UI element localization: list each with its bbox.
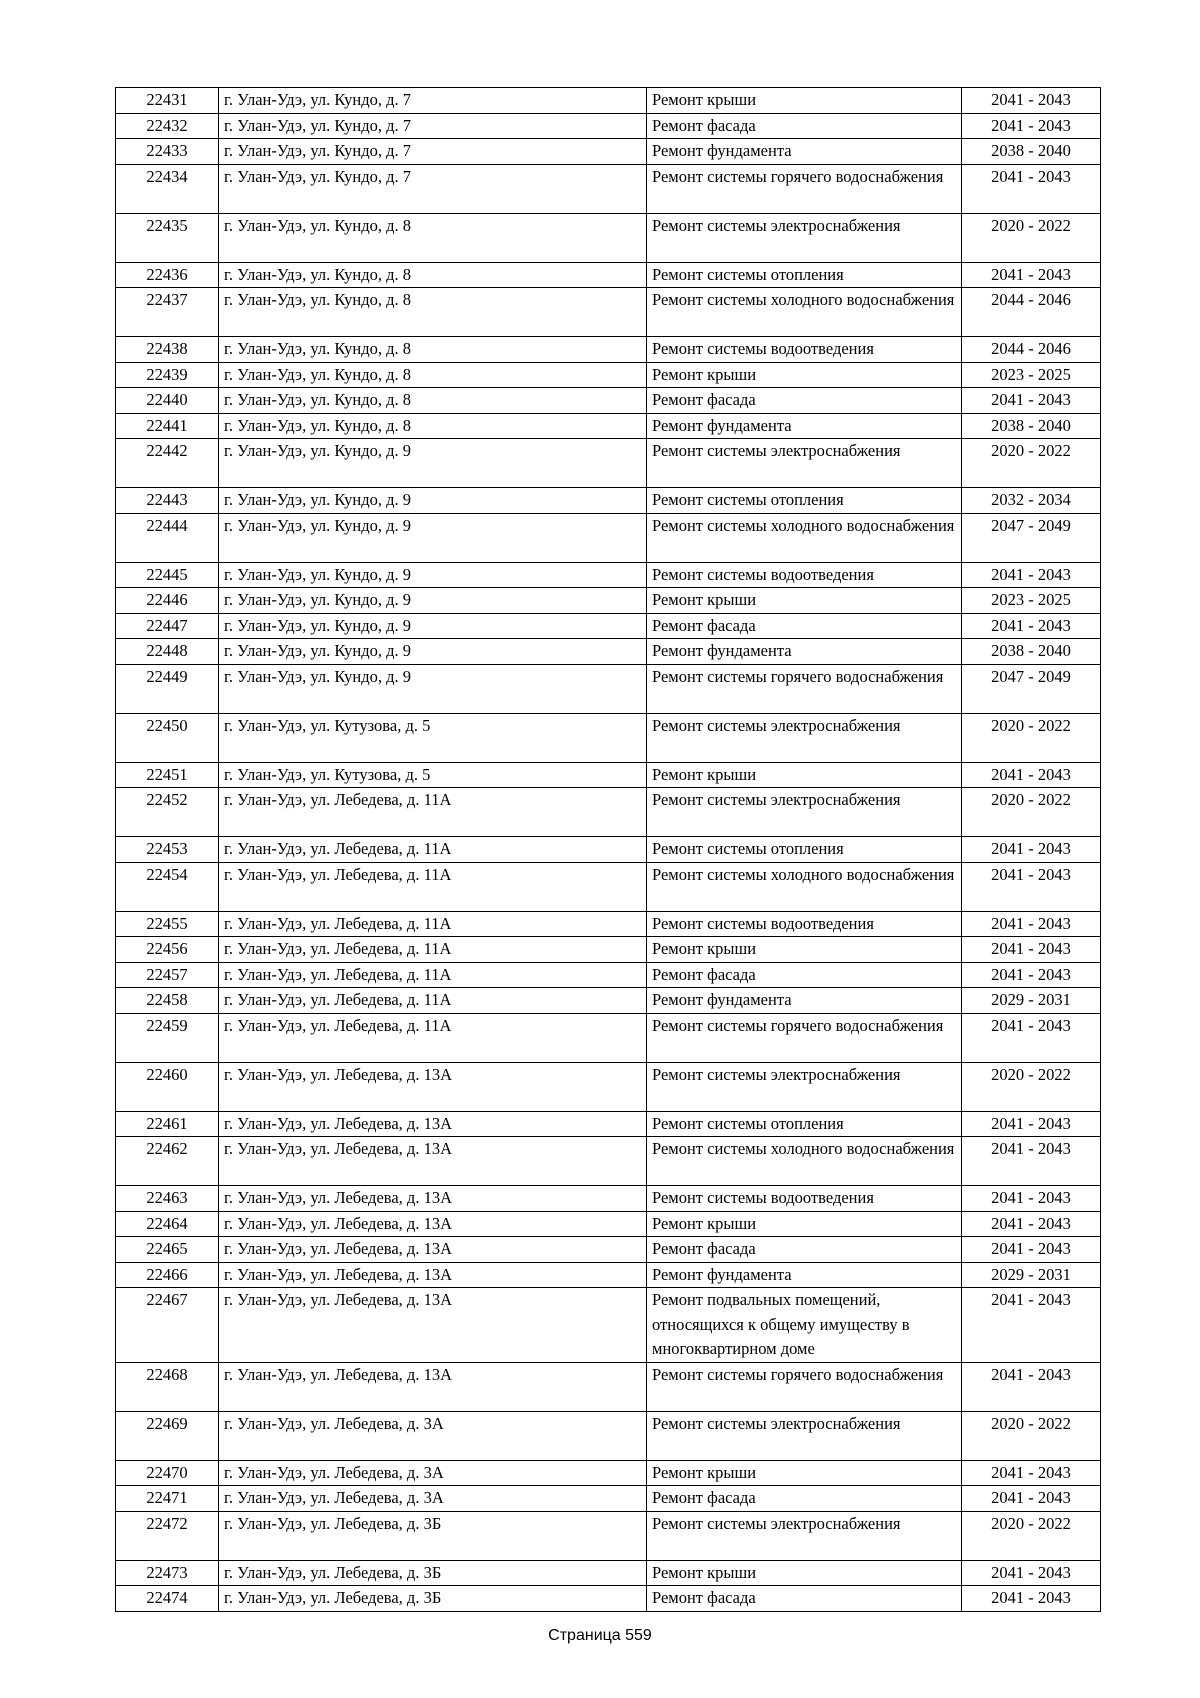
table-row [116, 911, 1101, 937]
address-cell: г. Улан-Удэ, ул. Кундо, д. 7 [219, 139, 647, 165]
period-cell: 2041 - 2043 [962, 1111, 1101, 1137]
address-cell: г. Улан-Удэ, ул. Кундо, д. 9 [219, 513, 647, 562]
work-type-cell: Ремонт крыши [647, 88, 962, 114]
table-row [116, 588, 1101, 614]
work-type-cell: Ремонт крыши [647, 588, 962, 614]
table-row [116, 388, 1101, 414]
row-number-cell: 22461 [116, 1111, 219, 1137]
address-cell: г. Улан-Удэ, ул. Кундо, д. 8 [219, 213, 647, 262]
work-type-cell: Ремонт системы электроснабжения [647, 439, 962, 488]
row-number-cell: 22474 [116, 1586, 219, 1612]
period-cell: 2041 - 2043 [962, 937, 1101, 963]
address-cell: г. Улан-Удэ, ул. Кутузова, д. 5 [219, 713, 647, 762]
address-cell: г. Улан-Удэ, ул. Лебедева, д. 13А [219, 1288, 647, 1363]
period-cell: 2047 - 2049 [962, 664, 1101, 713]
work-type-cell: Ремонт системы холодного водоснабжения [647, 513, 962, 562]
row-number-cell: 22451 [116, 762, 219, 788]
row-number-cell: 22473 [116, 1560, 219, 1586]
period-cell: 2041 - 2043 [962, 1288, 1101, 1363]
address-cell: г. Улан-Удэ, ул. Лебедева, д. 13А [219, 1111, 647, 1137]
row-number-cell: 22433 [116, 139, 219, 165]
table-row [116, 88, 1101, 114]
table-row [116, 1362, 1101, 1411]
address-cell: г. Улан-Удэ, ул. Лебедева, д. 13А [219, 1137, 647, 1186]
row-number-cell: 22465 [116, 1237, 219, 1263]
address-cell: г. Улан-Удэ, ул. Лебедева, д. 11А [219, 911, 647, 937]
period-cell: 2038 - 2040 [962, 139, 1101, 165]
work-type-cell: Ремонт системы горячего водоснабжения [647, 664, 962, 713]
row-number-cell: 22437 [116, 288, 219, 337]
row-number-cell: 22449 [116, 664, 219, 713]
row-number-cell: 22463 [116, 1186, 219, 1212]
address-cell: г. Улан-Удэ, ул. Лебедева, д. 11А [219, 962, 647, 988]
address-cell: г. Улан-Удэ, ул. Кундо, д. 9 [219, 562, 647, 588]
work-type-cell: Ремонт системы водоотведения [647, 562, 962, 588]
row-number-cell: 22435 [116, 213, 219, 262]
period-cell: 2041 - 2043 [962, 613, 1101, 639]
period-cell: 2041 - 2043 [962, 1460, 1101, 1486]
work-type-cell: Ремонт подвальных помещений, относящихся к общему имуществу в многоквартирном доме [647, 1288, 962, 1363]
address-cell: г. Улан-Удэ, ул. Кундо, д. 9 [219, 664, 647, 713]
period-cell: 2041 - 2043 [962, 262, 1101, 288]
table-row [116, 1560, 1101, 1586]
address-cell: г. Улан-Удэ, ул. Кундо, д. 9 [219, 639, 647, 665]
address-cell: г. Улан-Удэ, ул. Кундо, д. 7 [219, 113, 647, 139]
address-cell: г. Улан-Удэ, ул. Лебедева, д. 11А [219, 937, 647, 963]
row-number-cell: 22440 [116, 388, 219, 414]
table-row [116, 713, 1101, 762]
row-number-cell: 22438 [116, 337, 219, 363]
row-number-cell: 22436 [116, 262, 219, 288]
period-cell: 2044 - 2046 [962, 337, 1101, 363]
work-type-cell: Ремонт системы горячего водоснабжения [647, 1013, 962, 1062]
row-number-cell: 22445 [116, 562, 219, 588]
row-number-cell: 22452 [116, 788, 219, 837]
row-number-cell: 22434 [116, 164, 219, 213]
period-cell: 2041 - 2043 [962, 1013, 1101, 1062]
table-row [116, 413, 1101, 439]
table-row [116, 664, 1101, 713]
row-number-cell: 22446 [116, 588, 219, 614]
period-cell: 2041 - 2043 [962, 762, 1101, 788]
table-row [116, 1137, 1101, 1186]
table-row [116, 1288, 1101, 1363]
work-type-cell: Ремонт крыши [647, 1211, 962, 1237]
row-number-cell: 22456 [116, 937, 219, 963]
table-row [116, 1460, 1101, 1486]
work-type-cell: Ремонт системы отопления [647, 262, 962, 288]
period-cell: 2038 - 2040 [962, 413, 1101, 439]
work-type-cell: Ремонт фундамента [647, 413, 962, 439]
address-cell: г. Улан-Удэ, ул. Лебедева, д. 11А [219, 862, 647, 911]
address-cell: г. Улан-Удэ, ул. Лебедева, д. 3Б [219, 1511, 647, 1560]
period-cell: 2041 - 2043 [962, 1560, 1101, 1586]
address-cell: г. Улан-Удэ, ул. Лебедева, д. 13А [219, 1262, 647, 1288]
work-type-cell: Ремонт системы водоотведения [647, 337, 962, 363]
work-type-cell: Ремонт крыши [647, 937, 962, 963]
row-number-cell: 22431 [116, 88, 219, 114]
period-cell: 2041 - 2043 [962, 1362, 1101, 1411]
table-row [116, 788, 1101, 837]
row-number-cell: 22442 [116, 439, 219, 488]
row-number-cell: 22448 [116, 639, 219, 665]
period-cell: 2038 - 2040 [962, 639, 1101, 665]
address-cell: г. Улан-Удэ, ул. Кундо, д. 7 [219, 88, 647, 114]
work-type-cell: Ремонт системы горячего водоснабжения [647, 164, 962, 213]
work-type-cell: Ремонт фундамента [647, 988, 962, 1014]
table-row [116, 1586, 1101, 1612]
row-number-cell: 22439 [116, 362, 219, 388]
work-type-cell: Ремонт системы электроснабжения [647, 1062, 962, 1111]
work-type-cell: Ремонт фасада [647, 962, 962, 988]
table-row [116, 1211, 1101, 1237]
table-row [116, 337, 1101, 363]
period-cell: 2020 - 2022 [962, 1511, 1101, 1560]
table-row [116, 639, 1101, 665]
address-cell: г. Улан-Удэ, ул. Кундо, д. 8 [219, 362, 647, 388]
address-cell: г. Улан-Удэ, ул. Кундо, д. 8 [219, 388, 647, 414]
table-row [116, 288, 1101, 337]
address-cell: г. Улан-Удэ, ул. Лебедева, д. 13А [219, 1362, 647, 1411]
period-cell: 2041 - 2043 [962, 962, 1101, 988]
address-cell: г. Улан-Удэ, ул. Кундо, д. 8 [219, 288, 647, 337]
table-row [116, 1262, 1101, 1288]
work-type-cell: Ремонт системы электроснабжения [647, 1411, 962, 1460]
address-cell: г. Улан-Удэ, ул. Лебедева, д. 11А [219, 788, 647, 837]
address-cell: г. Улан-Удэ, ул. Кундо, д. 9 [219, 439, 647, 488]
table-row [116, 862, 1101, 911]
work-type-cell: Ремонт фасада [647, 613, 962, 639]
address-cell: г. Улан-Удэ, ул. Лебедева, д. 3А [219, 1486, 647, 1512]
row-number-cell: 22447 [116, 613, 219, 639]
page-number: Страница 559 [548, 1627, 652, 1644]
table-row [116, 1186, 1101, 1212]
work-type-cell: Ремонт фундамента [647, 139, 962, 165]
work-type-cell: Ремонт фундамента [647, 639, 962, 665]
table-row [116, 439, 1101, 488]
period-cell: 2044 - 2046 [962, 288, 1101, 337]
period-cell: 2020 - 2022 [962, 1062, 1101, 1111]
period-cell: 2041 - 2043 [962, 1486, 1101, 1512]
row-number-cell: 22466 [116, 1262, 219, 1288]
address-cell: г. Улан-Удэ, ул. Лебедева, д. 3Б [219, 1560, 647, 1586]
table-row [116, 362, 1101, 388]
work-type-cell: Ремонт крыши [647, 762, 962, 788]
table-row [116, 1486, 1101, 1512]
row-number-cell: 22455 [116, 911, 219, 937]
table-row [116, 937, 1101, 963]
period-cell: 2020 - 2022 [962, 713, 1101, 762]
address-cell: г. Улан-Удэ, ул. Кундо, д. 9 [219, 613, 647, 639]
table-row [116, 988, 1101, 1014]
row-number-cell: 22453 [116, 837, 219, 863]
address-cell: г. Улан-Удэ, ул. Кундо, д. 9 [219, 488, 647, 514]
row-number-cell: 22441 [116, 413, 219, 439]
row-number-cell: 22444 [116, 513, 219, 562]
table-row [116, 1062, 1101, 1111]
table-row [116, 213, 1101, 262]
address-cell: г. Улан-Удэ, ул. Кундо, д. 9 [219, 588, 647, 614]
table-row [116, 962, 1101, 988]
row-number-cell: 22457 [116, 962, 219, 988]
work-type-cell: Ремонт крыши [647, 362, 962, 388]
table-row [116, 762, 1101, 788]
work-type-cell: Ремонт системы холодного водоснабжения [647, 862, 962, 911]
table-row [116, 139, 1101, 165]
table-row [116, 1511, 1101, 1560]
row-number-cell: 22454 [116, 862, 219, 911]
period-cell: 2041 - 2043 [962, 1237, 1101, 1263]
address-cell: г. Улан-Удэ, ул. Кутузова, д. 5 [219, 762, 647, 788]
period-cell: 2020 - 2022 [962, 439, 1101, 488]
work-type-cell: Ремонт фасада [647, 1586, 962, 1612]
period-cell: 2047 - 2049 [962, 513, 1101, 562]
address-cell: г. Улан-Удэ, ул. Кундо, д. 8 [219, 262, 647, 288]
work-type-cell: Ремонт фасада [647, 113, 962, 139]
table-body [116, 88, 1101, 1612]
row-number-cell: 22464 [116, 1211, 219, 1237]
address-cell: г. Улан-Удэ, ул. Лебедева, д. 3А [219, 1460, 647, 1486]
period-cell: 2041 - 2043 [962, 837, 1101, 863]
period-cell: 2041 - 2043 [962, 164, 1101, 213]
work-type-cell: Ремонт системы электроснабжения [647, 788, 962, 837]
period-cell: 2020 - 2022 [962, 788, 1101, 837]
period-cell: 2023 - 2025 [962, 362, 1101, 388]
period-cell: 2041 - 2043 [962, 862, 1101, 911]
row-number-cell: 22443 [116, 488, 219, 514]
period-cell: 2029 - 2031 [962, 1262, 1101, 1288]
address-cell: г. Улан-Удэ, ул. Лебедева, д. 3А [219, 1411, 647, 1460]
address-cell: г. Улан-Удэ, ул. Кундо, д. 7 [219, 164, 647, 213]
row-number-cell: 22472 [116, 1511, 219, 1560]
work-type-cell: Ремонт крыши [647, 1560, 962, 1586]
table-row [116, 164, 1101, 213]
work-type-cell: Ремонт системы водоотведения [647, 911, 962, 937]
row-number-cell: 22460 [116, 1062, 219, 1111]
period-cell: 2020 - 2022 [962, 1411, 1101, 1460]
row-number-cell: 22470 [116, 1460, 219, 1486]
table-row [116, 1013, 1101, 1062]
address-cell: г. Улан-Удэ, ул. Кундо, д. 8 [219, 337, 647, 363]
period-cell: 2032 - 2034 [962, 488, 1101, 514]
work-type-cell: Ремонт фасада [647, 1237, 962, 1263]
table-row [116, 1111, 1101, 1137]
work-type-cell: Ремонт системы отопления [647, 488, 962, 514]
table-row [116, 113, 1101, 139]
address-cell: г. Улан-Удэ, ул. Лебедева, д. 13А [219, 1237, 647, 1263]
work-type-cell: Ремонт системы водоотведения [647, 1186, 962, 1212]
work-type-cell: Ремонт системы электроснабжения [647, 1511, 962, 1560]
row-number-cell: 22432 [116, 113, 219, 139]
work-type-cell: Ремонт фасада [647, 388, 962, 414]
table-row [116, 613, 1101, 639]
period-cell: 2020 - 2022 [962, 213, 1101, 262]
period-cell: 2041 - 2043 [962, 1186, 1101, 1212]
period-cell: 2041 - 2043 [962, 88, 1101, 114]
table-row [116, 1237, 1101, 1263]
period-cell: 2029 - 2031 [962, 988, 1101, 1014]
work-type-cell: Ремонт фасада [647, 1486, 962, 1512]
period-cell: 2041 - 2043 [962, 1586, 1101, 1612]
period-cell: 2041 - 2043 [962, 113, 1101, 139]
work-type-cell: Ремонт системы горячего водоснабжения [647, 1362, 962, 1411]
table-row [116, 562, 1101, 588]
period-cell: 2041 - 2043 [962, 911, 1101, 937]
work-type-cell: Ремонт крыши [647, 1460, 962, 1486]
row-number-cell: 22469 [116, 1411, 219, 1460]
table-row [116, 1411, 1101, 1460]
work-type-cell: Ремонт системы отопления [647, 1111, 962, 1137]
address-cell: г. Улан-Удэ, ул. Лебедева, д. 13А [219, 1186, 647, 1212]
period-cell: 2041 - 2043 [962, 562, 1101, 588]
table-row [116, 262, 1101, 288]
work-type-cell: Ремонт системы холодного водоснабжения [647, 1137, 962, 1186]
period-cell: 2041 - 2043 [962, 1137, 1101, 1186]
address-cell: г. Улан-Удэ, ул. Лебедева, д. 11А [219, 1013, 647, 1062]
row-number-cell: 22458 [116, 988, 219, 1014]
row-number-cell: 22462 [116, 1137, 219, 1186]
address-cell: г. Улан-Удэ, ул. Лебедева, д. 11А [219, 837, 647, 863]
work-type-cell: Ремонт системы электроснабжения [647, 713, 962, 762]
work-type-cell: Ремонт системы холодного водоснабжения [647, 288, 962, 337]
row-number-cell: 22468 [116, 1362, 219, 1411]
address-cell: г. Улан-Удэ, ул. Лебедева, д. 13А [219, 1062, 647, 1111]
repair-schedule-table [115, 87, 1101, 1612]
row-number-cell: 22459 [116, 1013, 219, 1062]
work-type-cell: Ремонт системы электроснабжения [647, 213, 962, 262]
address-cell: г. Улан-Удэ, ул. Кундо, д. 8 [219, 413, 647, 439]
table-row [116, 513, 1101, 562]
table-row [116, 488, 1101, 514]
period-cell: 2041 - 2043 [962, 1211, 1101, 1237]
address-cell: г. Улан-Удэ, ул. Лебедева, д. 3Б [219, 1586, 647, 1612]
work-type-cell: Ремонт системы отопления [647, 837, 962, 863]
table-row [116, 837, 1101, 863]
work-type-cell: Ремонт фундамента [647, 1262, 962, 1288]
address-cell: г. Улан-Удэ, ул. Лебедева, д. 11А [219, 988, 647, 1014]
period-cell: 2041 - 2043 [962, 388, 1101, 414]
period-cell: 2023 - 2025 [962, 588, 1101, 614]
row-number-cell: 22471 [116, 1486, 219, 1512]
row-number-cell: 22467 [116, 1288, 219, 1363]
row-number-cell: 22450 [116, 713, 219, 762]
address-cell: г. Улан-Удэ, ул. Лебедева, д. 13А [219, 1211, 647, 1237]
